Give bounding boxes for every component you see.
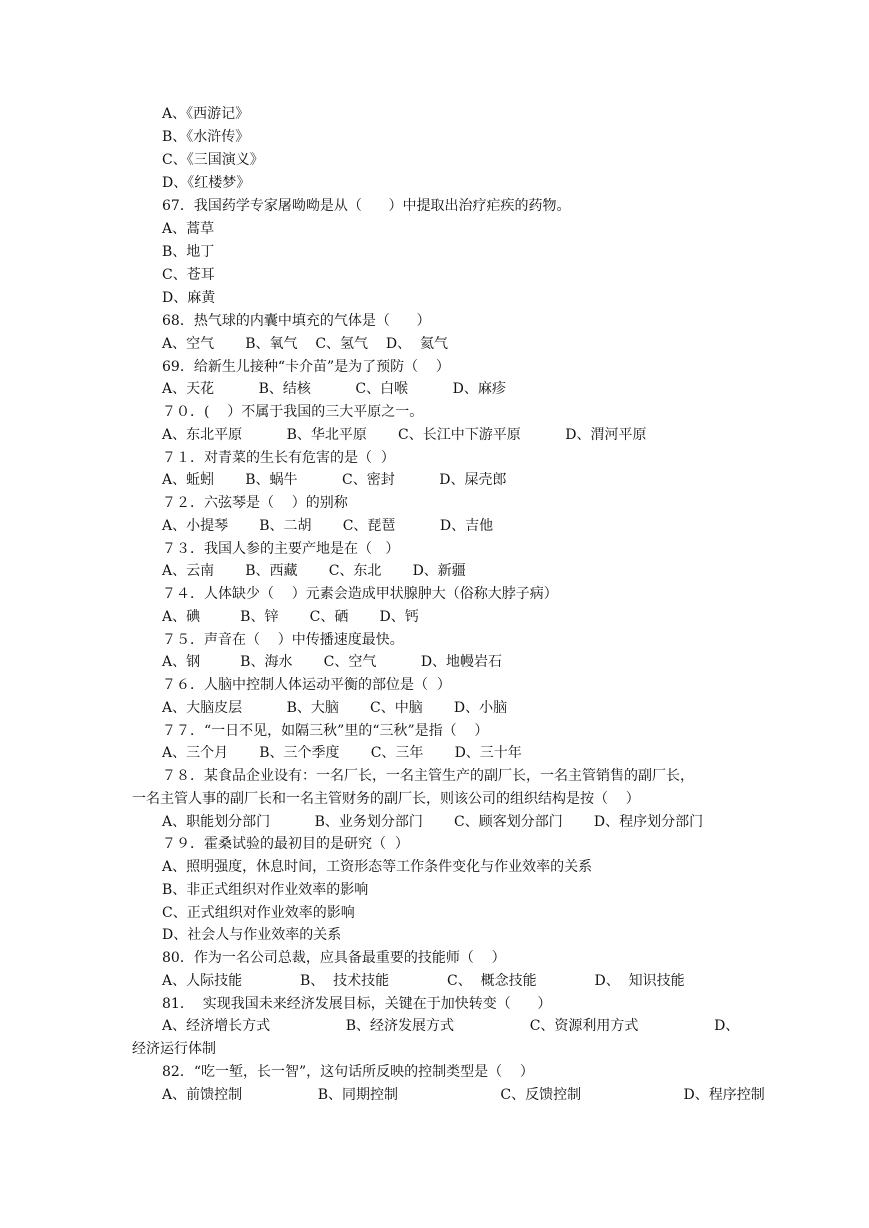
option-line: D、社会人与作业效率的关系 xyxy=(162,927,342,943)
question-line: ７６．人脑中控制人体运动平衡的部位是（ ） xyxy=(162,677,451,693)
option-line: A、人际技能 B、 技术技能 C、 概念技能 D、 知识技能 xyxy=(162,973,685,989)
question-line: ７９．霍桑试验的最初目的是研究（ ） xyxy=(162,836,409,852)
question-line: ７１．对青菜的生长有危害的是（ ） xyxy=(162,450,395,466)
question-line: 67．我国药学专家屠呦呦是从（ ）中提取出治疗疟疾的药物。 xyxy=(162,198,571,214)
option-line: A、空气 B、氧气 C、氢气 D、 氦气 xyxy=(162,336,448,352)
option-line: A、钢 B、海水 C、空气 D、地幔岩石 xyxy=(162,654,503,670)
option-line: A、前馈控制 B、同期控制 C、反馈控制 D、程序控制 xyxy=(162,1087,765,1103)
option-line: A、照明强度，休息时间，工资形态等工作条件变化与作业效率的关系 xyxy=(162,859,593,875)
question-line-continued: 一名主管人事的副厂长和一名主管财务的副厂长，则该公司的组织结构是按（ ） xyxy=(132,791,640,807)
question-line: ７２．六弦琴是（ ）的别称 xyxy=(162,495,348,511)
option-line: A、经济增长方式 B、经济发展方式 C、资源利用方式 D、 xyxy=(162,1018,740,1034)
question-line: ７３．我国人参的主要产地是在（ ） xyxy=(162,541,400,557)
question-line: 82．“吃一堑，长一智”，这句话所反映的控制类型是（ ） xyxy=(162,1064,534,1080)
option-line: C、正式组织对作业效率的影响 xyxy=(162,905,355,921)
option-line: A、《西游记》 xyxy=(162,106,250,122)
question-line: 81． 实现我国未来经济发展目标，关键在于加快转变（ ） xyxy=(162,996,552,1012)
option-line: A、蒿草 xyxy=(162,221,215,237)
option-line: A、天花 B、结核 C、白喉 D、麻疹 xyxy=(162,381,506,397)
question-line: ７４．人体缺少（ ）元素会造成甲状腺肿大（俗称大脖子病） xyxy=(162,586,558,602)
option-line-continued: 经济运行体制 xyxy=(132,1041,216,1057)
option-line: A、碘 B、锌 C、硒 D、钙 xyxy=(162,609,419,625)
option-line: A、小提琴 B、二胡 C、琵琶 D、吉他 xyxy=(162,518,494,534)
question-line: ７５．声音在（ ）中传播速度最快。 xyxy=(162,632,404,648)
option-line: D、麻黄 xyxy=(162,290,216,306)
option-line: A、东北平原 B、华北平原 C、长江中下游平原 D、渭河平原 xyxy=(162,427,647,443)
question-line: 80．作为一名公司总裁，应具备最重要的技能师（ ） xyxy=(162,950,506,966)
question-line: ７０．( ）不属于我国的三大平原之一。 xyxy=(162,404,424,420)
question-line: 68．热气球的内囊中填充的气体是（ ） xyxy=(162,313,431,329)
option-line: B、地丁 xyxy=(162,244,215,260)
option-line: A、蚯蚓 B、蜗牛 C、密封 D、屎壳郎 xyxy=(162,472,507,488)
question-line: ７７．“一日不见，如隔三秋”里的“三秋”是指（ ） xyxy=(162,723,489,739)
question-line: ７８．某食品企业设有：一名厂长，一名主管生产的副厂长，一名主管销售的副厂长， xyxy=(162,768,694,784)
option-line: D、《红楼梦》 xyxy=(162,175,251,191)
question-line: 69．给新生儿接种“卡介苗”是为了预防（ ） xyxy=(162,359,450,375)
option-line: A、大脑皮层 B、大脑 C、中脑 D、小脑 xyxy=(162,700,508,716)
option-line: B、非正式组织对作业效率的影响 xyxy=(162,882,369,898)
option-line: A、职能划分部门 B、业务划分部门 C、顾客划分部门 D、程序划分部门 xyxy=(162,814,704,830)
option-line: C、《三国演义》 xyxy=(162,152,264,168)
option-line: B、《水浒传》 xyxy=(162,129,250,145)
option-line: C、苍耳 xyxy=(162,267,215,283)
option-line: A、云南 B、西藏 C、东北 D、新疆 xyxy=(162,563,466,579)
option-line: A、三个月 B、三个季度 C、三年 D、三十年 xyxy=(162,745,522,761)
